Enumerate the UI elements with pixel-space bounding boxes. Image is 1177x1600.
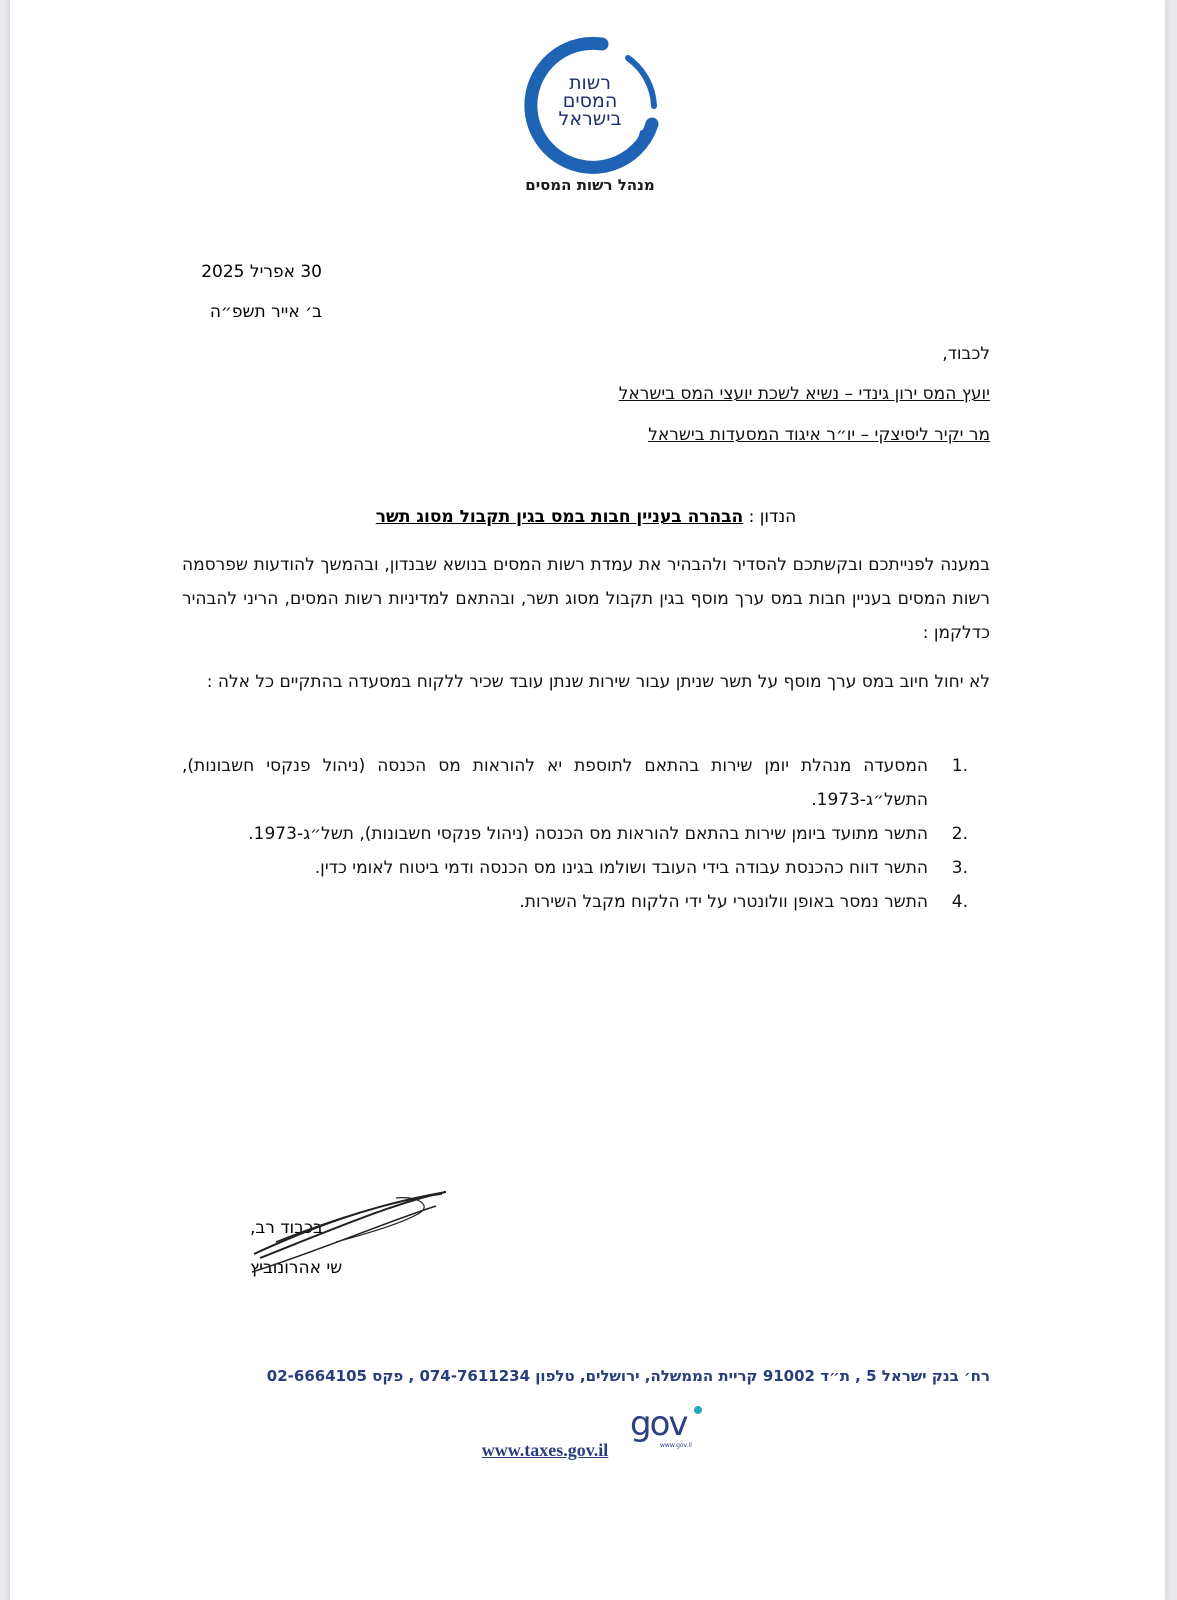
gov-logo-dot-icon [694,1406,702,1414]
closing-regards: בכבוד רב, [250,1218,323,1238]
list-item [182,817,990,851]
subject-text: הבהרה בעניין חבות במס בגין תקבול מסוג תשר [375,507,744,527]
hebrew-date: ב׳ אייר תשפ״ה [209,302,322,322]
recipient-2: מר יקיר ליסיצקי – יו״ר איגוד המסעדות בישראל [648,425,990,445]
gregorian-date: 30 אפריל 2025 [201,262,322,282]
gov-logo-wordmark: gov [630,1404,687,1444]
handwritten-signature [246,1182,456,1282]
gov-logo [628,1402,708,1456]
recipient-1: יועץ המס ירון גינדי – נשיא לשכת יועצי המס בישראל [618,384,990,404]
list-item [182,851,990,885]
gov-logo-url: www.gov.il [660,1442,692,1449]
list-text: התשר מתועד ביומן שירות בהתאם להוראות מס הכנסה (ניהול פנקסי חשבונות), תשל״ג-1973. [248,824,928,844]
list-text: המסעדה מנהלת יומן שירות בהתאם לתוספת יא להוראות מס הכנסה (ניהול פנקסי חשבונות), התשל״ג-1973. [182,756,928,810]
list-number: 2. [951,824,968,844]
list-number: 4. [951,892,968,912]
website-link[interactable]: www.taxes.gov.il [481,1440,609,1460]
list-text: התשר דווח כהכנסת עבודה בידי העובד ושולמו בגינו מס הכנסה ודמי ביטוח לאומי כדין. [314,858,928,878]
list-item [182,749,990,817]
list-number: 3. [951,858,968,878]
list-text: התשר נמסר באופן וולונטרי על ידי הלקוח מקבל השירות. [519,892,928,912]
intro-paragraph: במענה לפנייתכם ובקשתכם להסדיר ולהבהיר את עמדת רשות המסים בנושא שבנדון, ובהמשך להודעות שפרסמה רשות המסים בעניין חבות במס ערך מוסף בגין תקבול מסוג תשר, ובהתאם למדיניות רשות המסים, הריני להבהיר כדלקמן : [182,555,990,643]
recipient-line [182,423,990,447]
subject-label: הנדון : [748,507,797,527]
footer-address: רח׳ בנק ישראל 5 , ת״ד 91002 קריית הממשלה, ירושלים, טלפון 074-7611234 , פקס 02-6664105 [266,1367,990,1385]
rule-paragraph: לא יחול חיוב במס ערך מוסף על תשר שניתן עבור שירות שנתן עובד שכיר ללקוח במסעדה בהתקיים כל אלה : [206,672,990,692]
recipient-line [182,382,990,406]
salutation: לכבוד, [942,344,990,364]
department-name: מנהל רשות המסים [525,176,655,194]
letter-page [10,0,1165,1600]
tax-authority-logo [510,36,670,176]
signer-name: שי אהרונוביץ [250,1258,343,1278]
logo-wordmark: רשות המסים בישראל [558,72,622,130]
list-number: 1. [951,756,968,776]
list-item [182,885,990,919]
conditions-list [182,749,990,919]
subject-line [182,507,990,527]
